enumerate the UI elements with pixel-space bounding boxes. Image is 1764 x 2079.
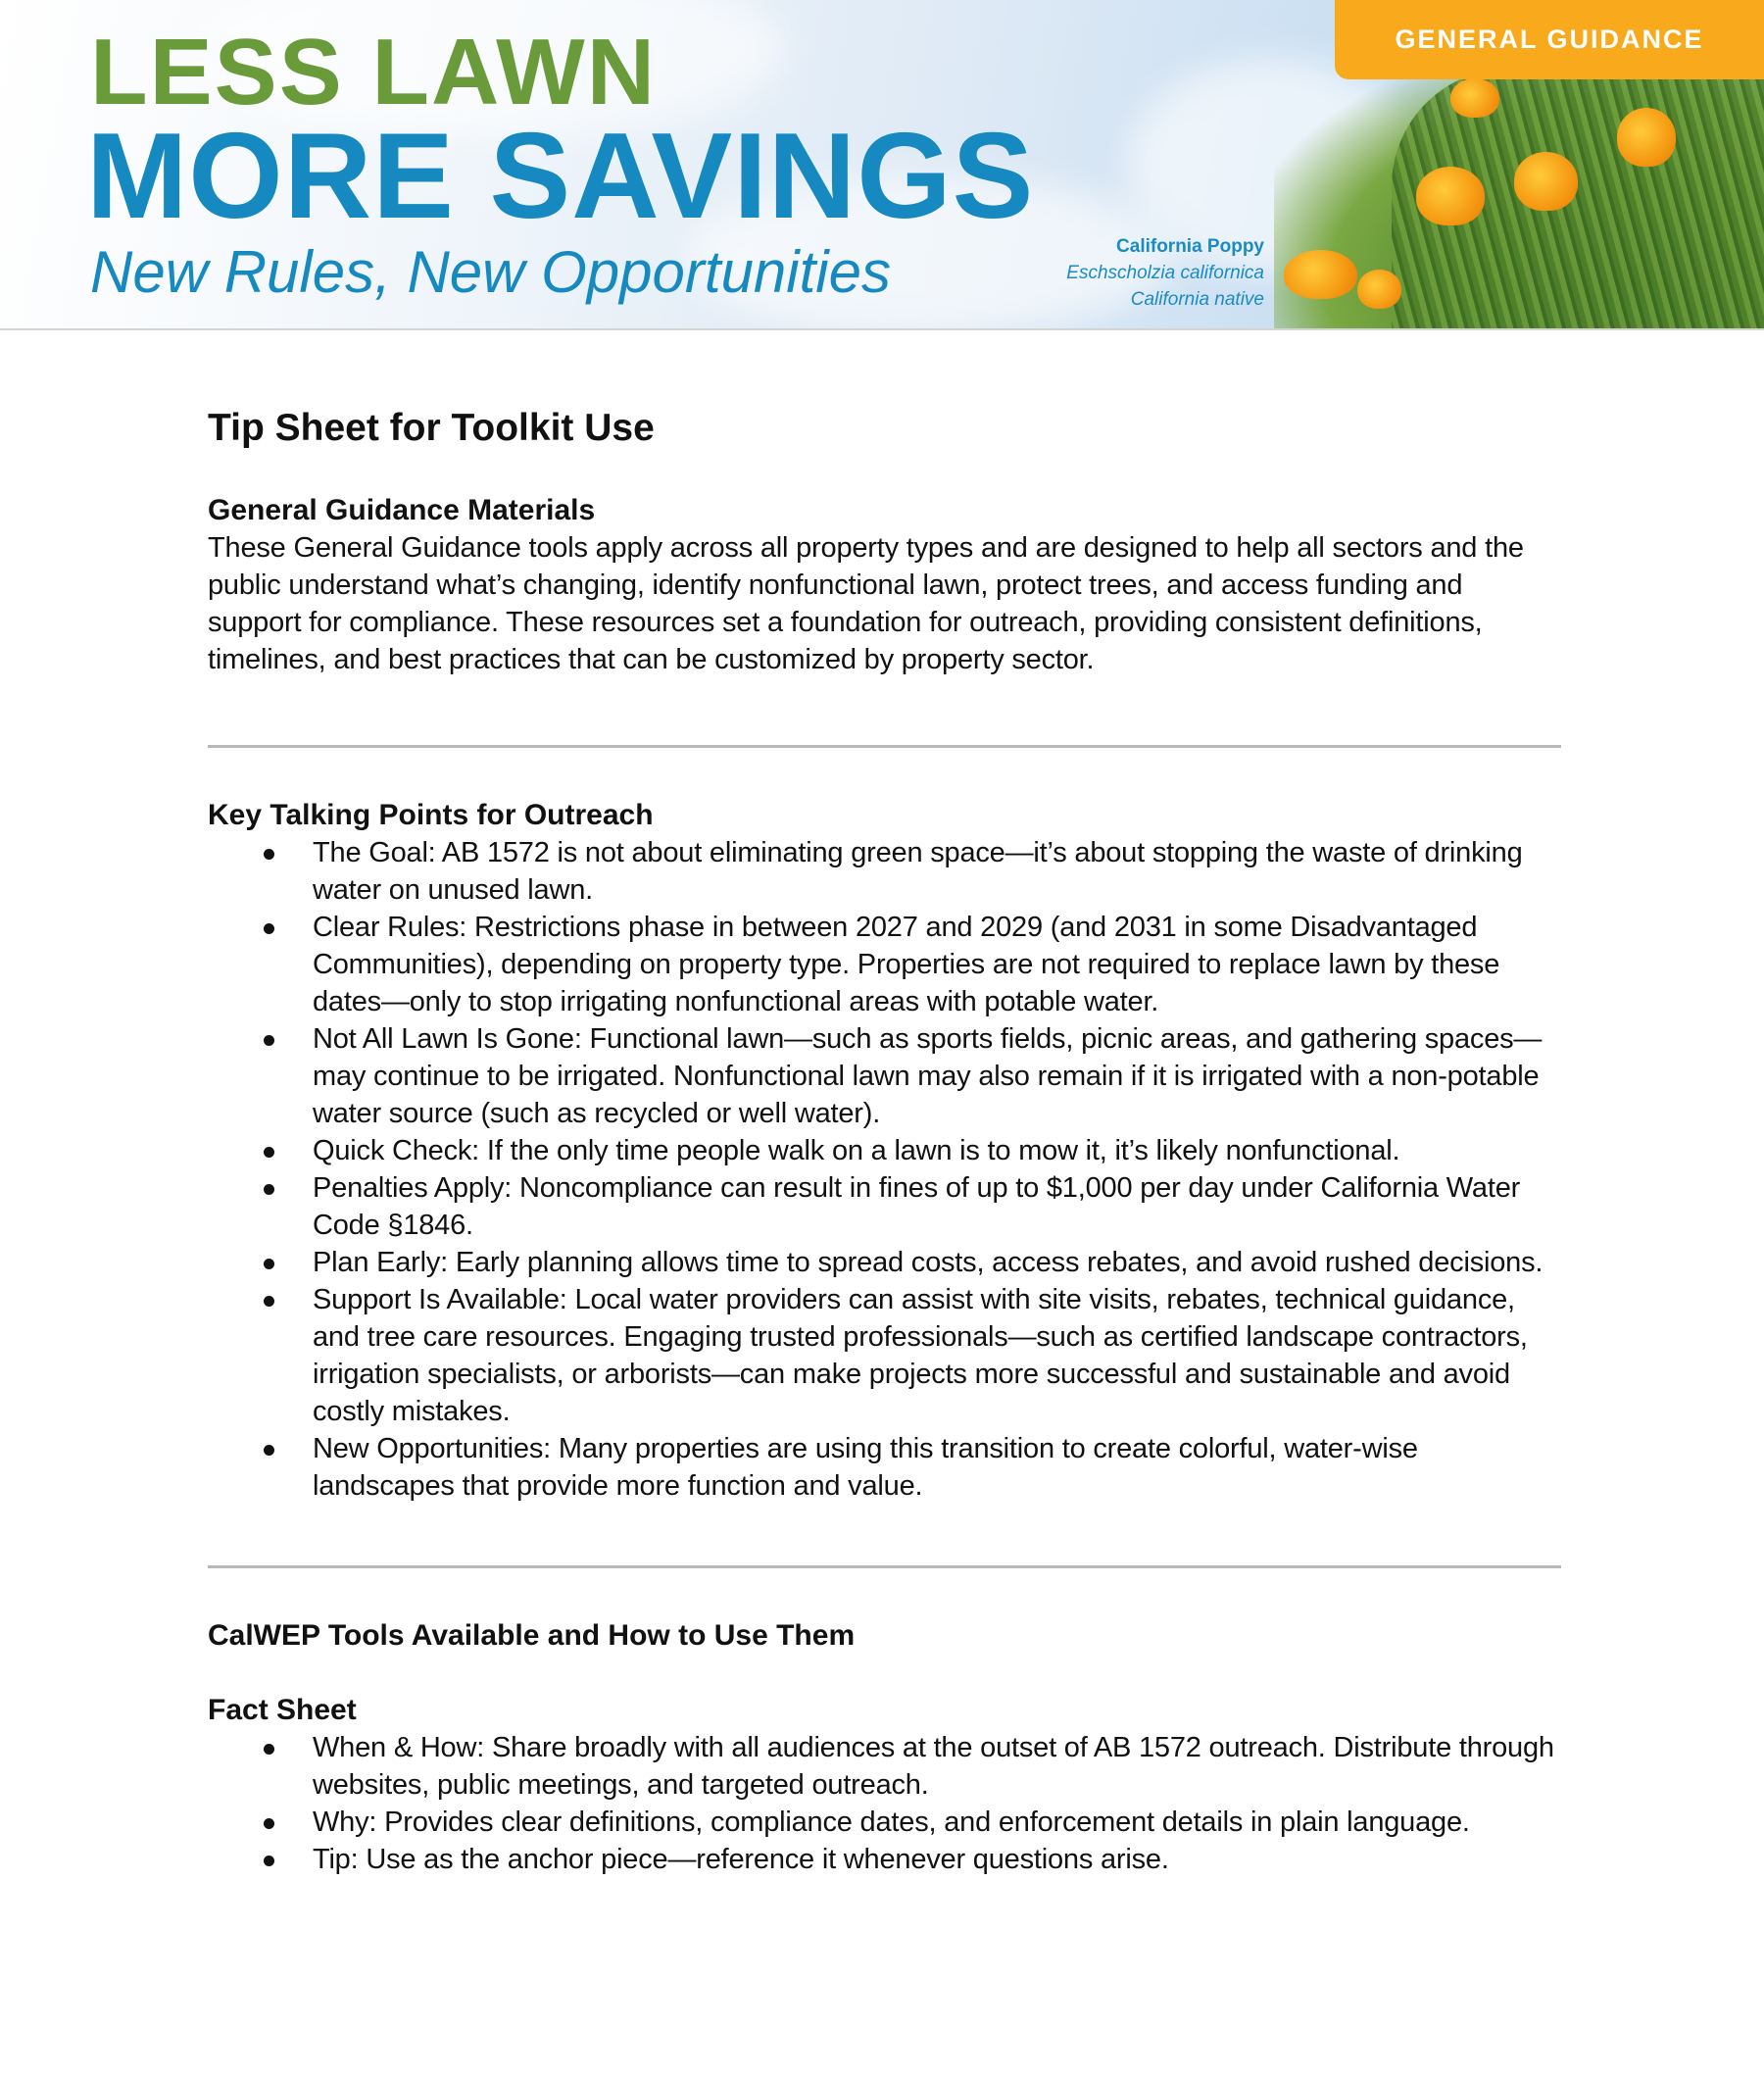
section-heading-talking-points: Key Talking Points for Outreach bbox=[208, 799, 654, 831]
divider bbox=[208, 1565, 1561, 1568]
list-item: Not All Lawn Is Gone: Functional lawn—such as sports fields, picnic areas, and gathering spaces—may continue to be irrigated. Nonfunctional lawn may also remain if it is irrigated with a non-potable water source (such as recycled or well water). bbox=[208, 1020, 1561, 1132]
bullet-icon bbox=[264, 1035, 274, 1046]
banner-title-more-savings: MORE SAVINGS bbox=[86, 109, 1035, 244]
bullet-icon bbox=[264, 1818, 274, 1829]
bullet-icon bbox=[264, 1259, 274, 1269]
banner-title-less-lawn: LESS LAWN bbox=[90, 20, 658, 124]
list-item: Penalties Apply: Noncompliance can result in fines of up to $1,000 per day under California Water Code §1846. bbox=[208, 1169, 1561, 1244]
bullet-icon bbox=[264, 923, 274, 934]
category-tab: GENERAL GUIDANCE bbox=[1335, 0, 1764, 79]
page-title: Tip Sheet for Toolkit Use bbox=[208, 407, 655, 449]
poppy-flower-image bbox=[1450, 78, 1499, 118]
photo-caption bbox=[1066, 233, 1264, 313]
bullet-icon bbox=[264, 849, 274, 860]
list-item: Clear Rules: Restrictions phase in between 2027 and 2029 (and 2031 in some Disadvantaged Communities), depending on property type. Properties are not required to replace lawn by these dates—only to stop irrigating nonfunctional areas with potable water. bbox=[208, 909, 1561, 1020]
poppy-flower-image bbox=[1284, 250, 1357, 299]
bullet-icon bbox=[264, 1856, 274, 1866]
bullet-icon bbox=[264, 1445, 274, 1456]
fact-sheet-list bbox=[208, 1729, 1561, 1878]
caption-common-name: California Poppy bbox=[1116, 236, 1264, 257]
banner-subtitle: New Rules, New Opportunities bbox=[90, 239, 892, 305]
talking-points-list bbox=[208, 834, 1561, 1505]
list-item: Support Is Available: Local water providers can assist with site visits, rebates, technical guidance, and tree care resources. Engaging trusted professionals—such as certified landscape contractors, irrigation specialists, or arborists—can make projects more successful and sustainable and avoid costly mistakes. bbox=[208, 1281, 1561, 1430]
general-paragraph: These General Guidance tools apply across all property types and are designed to help all sectors and the public understand what’s changing, identify nonfunctional lawn, protect trees, and access funding and support for compliance. These resources set a foundation for outreach, providing consistent definitions, timelines, and best practices that can be customized by property sector. bbox=[208, 532, 1524, 675]
list-item: New Opportunities: Many properties are using this transition to create colorful, water-wise landscapes that provide more function and value. bbox=[208, 1430, 1561, 1505]
section-heading-tools: CalWEP Tools Available and How to Use Them bbox=[208, 1619, 856, 1652]
bullet-icon bbox=[264, 1744, 274, 1755]
list-item: Why: Provides clear definitions, compliance dates, and enforcement details in plain language. bbox=[208, 1804, 1561, 1841]
subheading-fact-sheet: Fact Sheet bbox=[208, 1694, 357, 1726]
divider bbox=[208, 745, 1561, 748]
bullet-icon bbox=[264, 1184, 274, 1195]
bullet-icon bbox=[264, 1296, 274, 1307]
poppy-flower-image bbox=[1617, 108, 1676, 167]
bullet-icon bbox=[264, 1147, 274, 1158]
caption-origin: California native bbox=[1130, 289, 1264, 310]
list-item: When & How: Share broadly with all audiences at the outset of AB 1572 outreach. Distribute through websites, public meetings, and targeted outreach. bbox=[208, 1729, 1561, 1804]
list-item: Quick Check: If the only time people walk on a lawn is to mow it, it’s likely nonfunctional. bbox=[208, 1132, 1561, 1169]
poppy-flower-image bbox=[1416, 167, 1485, 225]
document-body bbox=[208, 404, 1561, 1878]
header-banner bbox=[0, 0, 1764, 330]
list-item: Tip: Use as the anchor piece—reference it whenever questions arise. bbox=[208, 1841, 1561, 1878]
list-item: Plan Early: Early planning allows time to spread costs, access rebates, and avoid rushed decisions. bbox=[208, 1244, 1561, 1281]
poppy-flower-image bbox=[1357, 270, 1401, 309]
poppy-flower-image bbox=[1514, 152, 1578, 211]
list-item: The Goal: AB 1572 is not about eliminating green space—it’s about stopping the waste of drinking water on unused lawn. bbox=[208, 834, 1561, 909]
caption-scientific-name: Eschscholzia californica bbox=[1066, 263, 1264, 283]
section-heading-general: General Guidance Materials bbox=[208, 494, 596, 526]
